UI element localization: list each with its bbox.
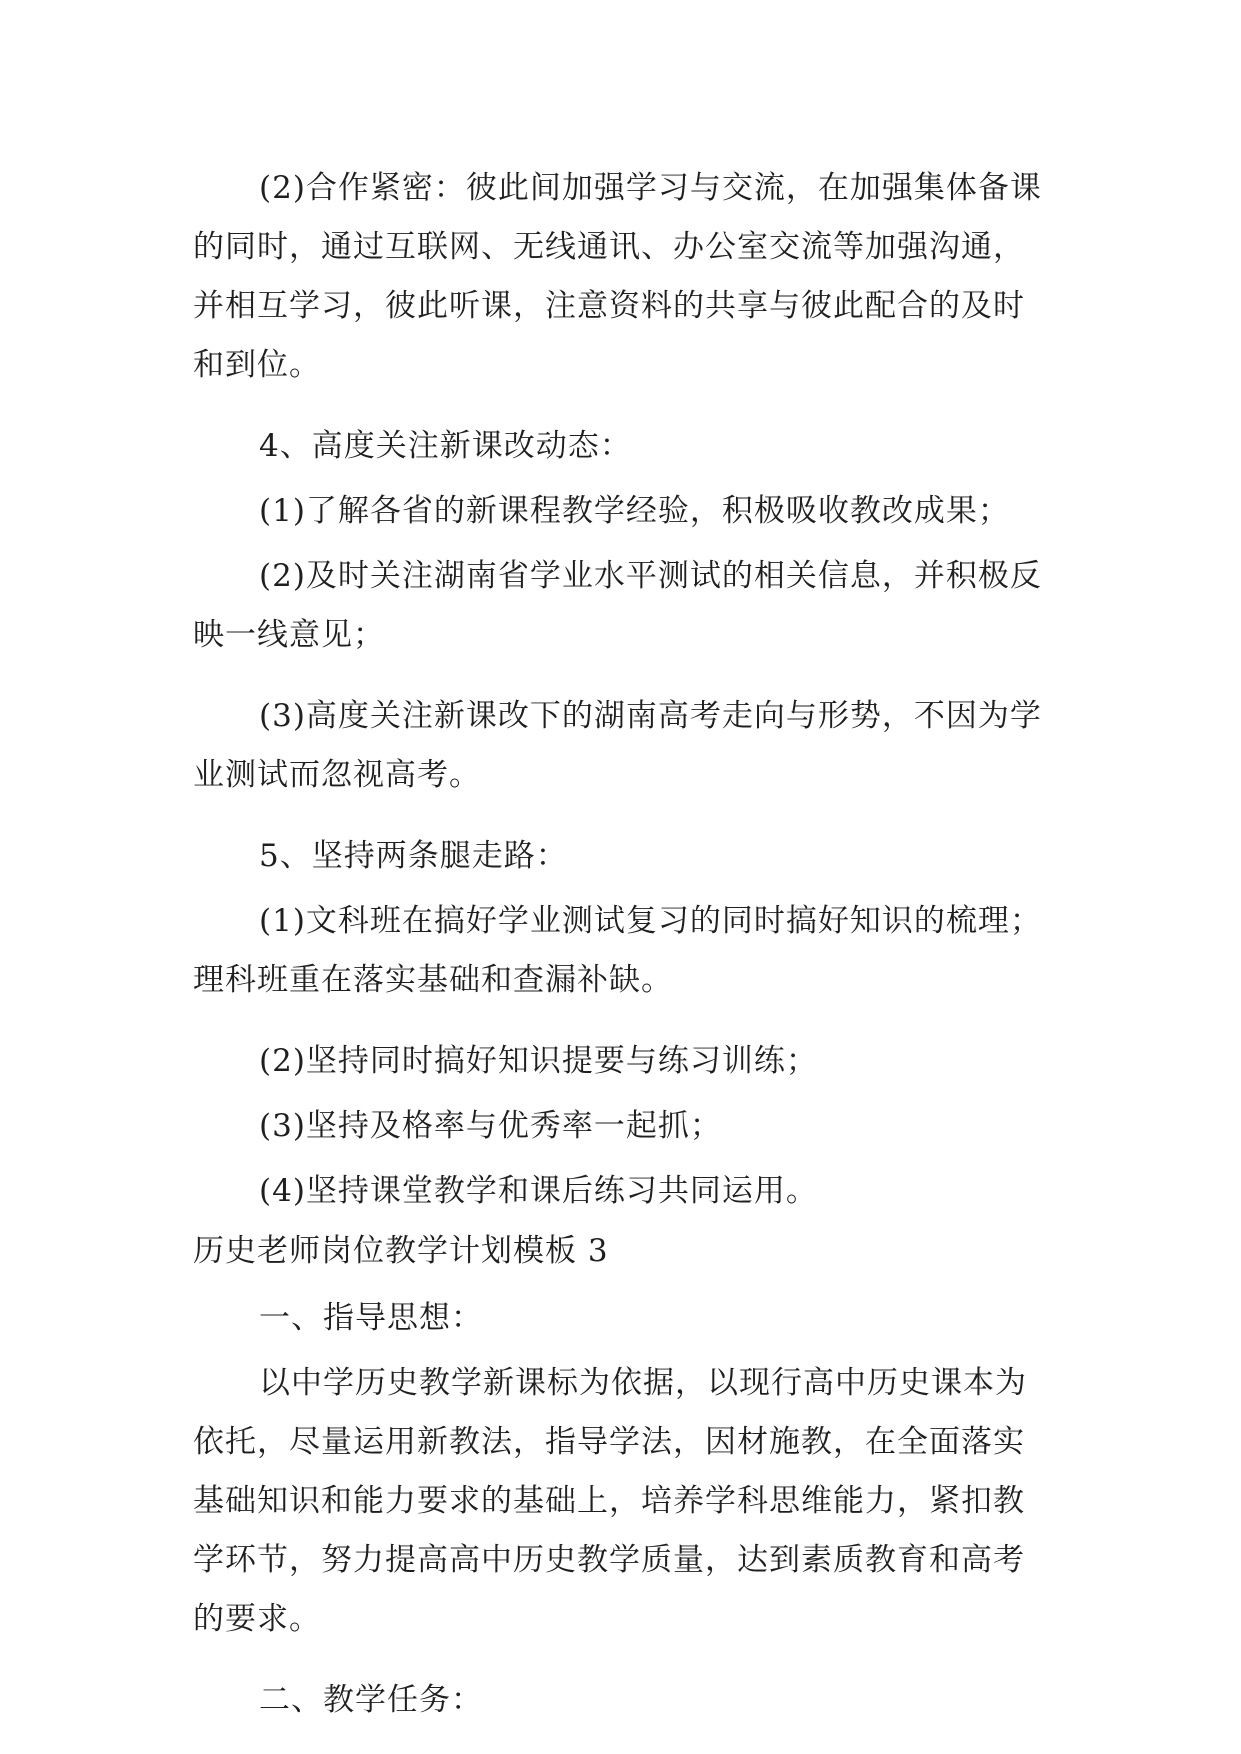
heading-teaching-tasks: 二、教学任务： <box>259 1682 483 1718</box>
paragraph-guiding-ideology: 以中学历史教学新课标为依据，以现行高中历史课本为依托，尽量运用新教法，指导学法，因材施教，在全面落实基础知识和能力要求的基础上，培养学科思维能力，紧扣教学环节，努力提高高中历史教学质量，达到素质教育和高考的要求。 <box>193 1365 1027 1637</box>
paragraph-two-legs-item-1: (1)文科班在搞好学业测试复习的同时搞好知识的梳理；理科班重在落实基础和查漏补缺。 <box>193 903 1042 998</box>
document-body <box>193 159 1053 1752</box>
section-title: 历史老师岗位教学计划模板 3 <box>193 1233 609 1269</box>
paragraph-two-legs-item-4: (4)坚持课堂教学和课后练习共同运用。 <box>259 1173 818 1209</box>
paragraph-reform-item-1: (1)了解各省的新课程教学经验，积极吸收教改成果； <box>259 493 1010 529</box>
paragraph-two-legs-item-2: (2)坚持同时搞好知识提要与练习训练； <box>259 1043 818 1079</box>
heading-curriculum-reform: 4、高度关注新课改动态： <box>259 428 632 464</box>
paragraph-cooperation: (2)合作紧密：彼此间加强学习与交流，在加强集体备课的同时，通过互联网、无线通讯、办公室交流等加强沟通，并相互学习，彼此听课，注意资料的共享与彼此配合的及时和到位。 <box>193 170 1042 383</box>
paragraph-two-legs-item-3: (3)坚持及格率与优秀率一起抓； <box>259 1108 722 1144</box>
paragraph-reform-item-3: (3)高度关注新课改下的湖南高考走向与形势，不因为学业测试而忽视高考。 <box>193 698 1042 793</box>
heading-guiding-ideology: 一、指导思想： <box>259 1300 483 1336</box>
heading-two-legs: 5、坚持两条腿走路： <box>259 838 568 874</box>
paragraph-reform-item-2: (2)及时关注湖南省学业水平测试的相关信息，并积极反映一线意见； <box>193 558 1042 653</box>
